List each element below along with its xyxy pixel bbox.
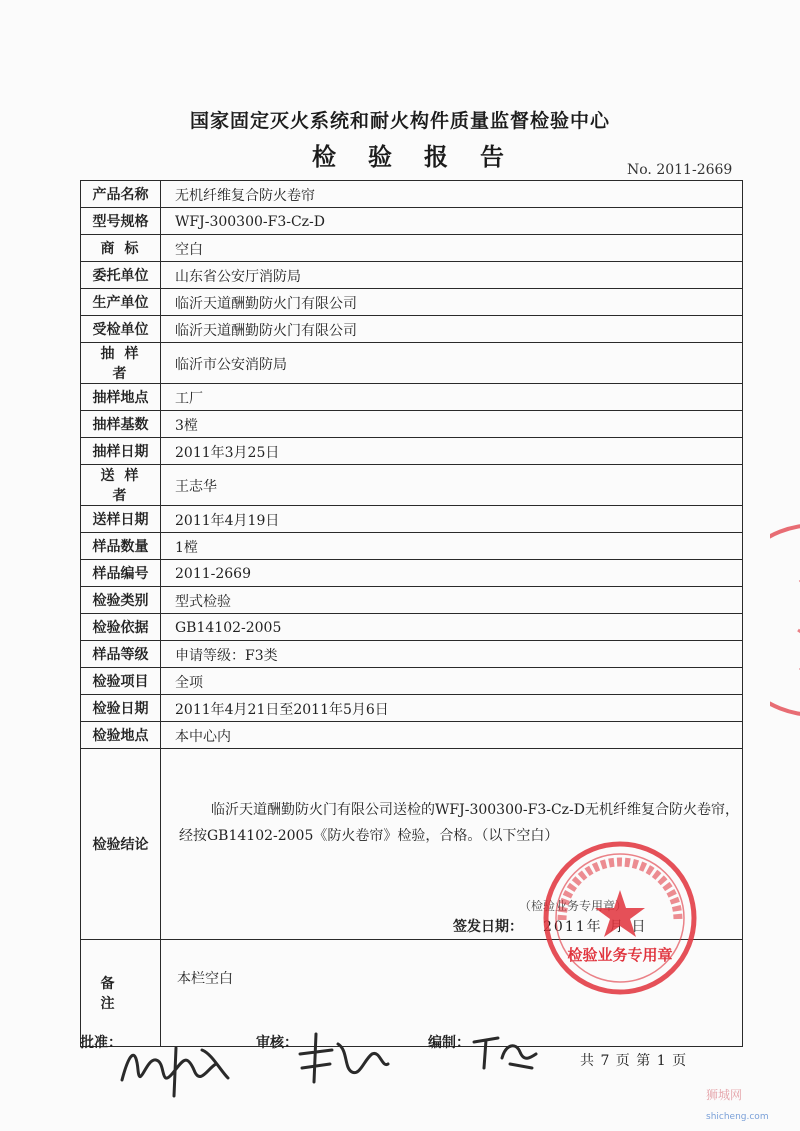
- form-row: [81, 208, 743, 235]
- field-label: 送样日期: [81, 506, 161, 533]
- form-row: [81, 384, 743, 411]
- form-row: [81, 560, 743, 587]
- field-label: 生产单位: [81, 289, 161, 316]
- field-value: 2011年4月21日至2011年5月6日: [161, 695, 743, 722]
- partial-seal-edge: [770, 520, 800, 720]
- field-value: 2011-2669: [161, 560, 743, 587]
- field-value: 型式检验: [161, 587, 743, 614]
- issue-date-label: 签发日期：: [453, 919, 523, 935]
- field-label: 检验类别: [81, 587, 161, 614]
- field-value: GB14102-2005: [161, 614, 743, 641]
- watermark-logo: 狮城网: [706, 1088, 743, 1102]
- field-label: 抽样基数: [81, 411, 161, 438]
- field-label: 检验依据: [81, 614, 161, 641]
- field-value: 2011年3月25日: [161, 438, 743, 465]
- reviewer-signature: [292, 1024, 392, 1086]
- remarks-label: 备注: [81, 940, 161, 1047]
- field-value: 山东省公安厅消防局: [161, 262, 743, 289]
- form-row: [81, 614, 743, 641]
- field-label: 委托单位: [81, 262, 161, 289]
- field-value: 1樘: [161, 533, 743, 560]
- field-value: WFJ-300300-F3-Cz-D: [161, 208, 743, 235]
- approver-signature: [116, 1030, 236, 1100]
- field-label: 样品等级: [81, 641, 161, 668]
- review-label: 审核：: [256, 1035, 298, 1051]
- field-value: 空白: [161, 235, 743, 262]
- field-label: 抽样日期: [81, 438, 161, 465]
- page-info: 共 7 页 第 1 页: [580, 1053, 688, 1069]
- form-row: [81, 533, 743, 560]
- approve-label: 批准：: [80, 1035, 122, 1051]
- field-value: 2011年4月19日: [161, 506, 743, 533]
- org-title: 国家固定灭火系统和耐火构件质量监督检验中心: [189, 110, 610, 132]
- form-row: [81, 668, 743, 695]
- form-row: [81, 465, 743, 506]
- field-label: 型号规格: [81, 208, 161, 235]
- field-value: 王志华: [161, 465, 743, 506]
- field-value: 申请等级：F3类: [161, 641, 743, 668]
- official-seal: [540, 838, 700, 998]
- compiler-signature: [470, 1028, 540, 1076]
- issue-date-value: 2011年 月 日: [543, 919, 648, 935]
- form-row: [81, 506, 743, 533]
- remarks-value: 本栏空白: [177, 971, 233, 987]
- form-row: [81, 262, 743, 289]
- field-value: 临沂市公安消防局: [161, 343, 743, 384]
- seal-note: （检验业务专用章）: [519, 899, 628, 913]
- compile-label: 编制：: [428, 1035, 470, 1051]
- field-label: 送样者: [81, 465, 161, 506]
- field-label: 样品数量: [81, 533, 161, 560]
- form-row: [81, 316, 743, 343]
- field-label: 样品编号: [81, 560, 161, 587]
- seal-text: 检验业务专用章: [567, 946, 673, 964]
- field-label: 检验项目: [81, 668, 161, 695]
- field-label: 受检单位: [81, 316, 161, 343]
- field-value: 全项: [161, 668, 743, 695]
- field-label: 抽样地点: [81, 384, 161, 411]
- form-row: [81, 235, 743, 262]
- field-value: 临沂天道酬勤防火门有限公司: [161, 316, 743, 343]
- field-label: 检验地点: [81, 722, 161, 749]
- form-row: [81, 343, 743, 384]
- form-rows: [81, 181, 743, 749]
- form-row: [81, 438, 743, 465]
- watermark-url: shicheng.com: [706, 1112, 769, 1122]
- form-row: [81, 587, 743, 614]
- form-row: [81, 695, 743, 722]
- report-number: No. 2011-2669: [627, 162, 733, 178]
- form-row: [81, 641, 743, 668]
- form-row: [81, 722, 743, 749]
- form-row: [81, 411, 743, 438]
- field-value: 3樘: [161, 411, 743, 438]
- field-value: 无机纤维复合防火卷帘: [161, 181, 743, 208]
- field-value: 本中心内: [161, 722, 743, 749]
- conclusion-label: 检验结论: [81, 749, 161, 940]
- field-label: 商标: [81, 235, 161, 262]
- field-label: 检验日期: [81, 695, 161, 722]
- report-title: 检验报告: [312, 143, 536, 171]
- field-value: 工厂: [161, 384, 743, 411]
- field-label: 抽样者: [81, 343, 161, 384]
- field-value: 临沂天道酬勤防火门有限公司: [161, 289, 743, 316]
- form-row: [81, 289, 743, 316]
- conclusion-text: 临沂天道酬勤防火门有限公司送检的WFJ-300300-F3-Cz-D无机纤维复合防火卷帘，经按GB14102-2005《防火卷帘》检验，合格。（以下空白）: [179, 802, 740, 844]
- form-row: [81, 181, 743, 208]
- field-label: 产品名称: [81, 181, 161, 208]
